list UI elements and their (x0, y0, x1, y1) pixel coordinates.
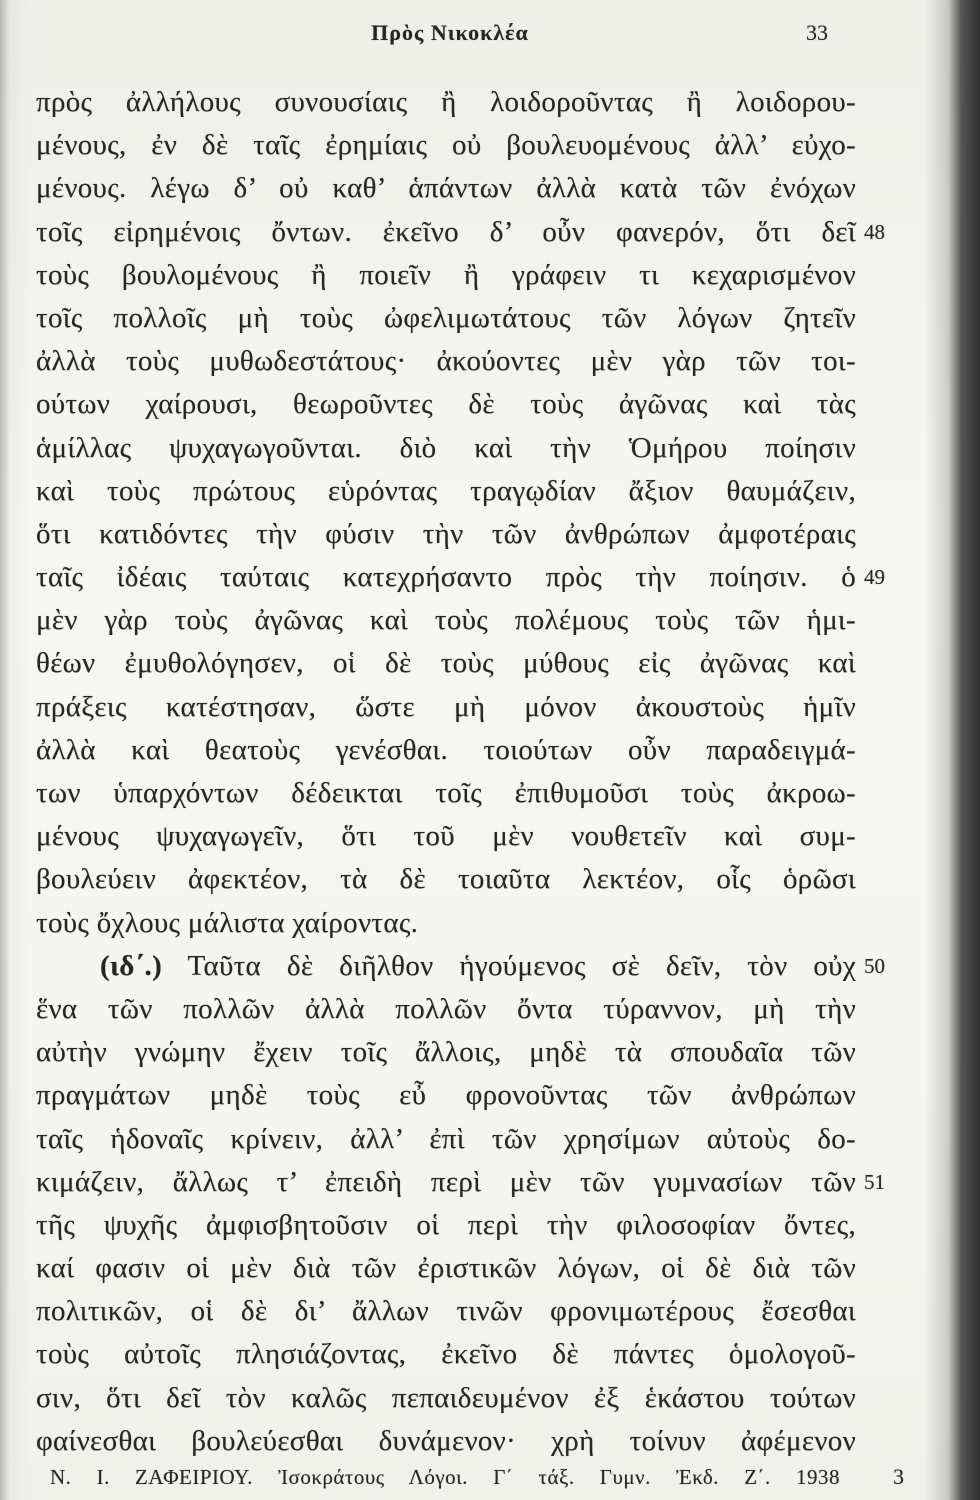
line-text: ἀλλὰ καὶ θεατοὺς γενέσθαι. τοιούτων οὖν παραδειγμά- (36, 733, 856, 766)
line-text: μένους ψυχαγωγεῖν, ὅτι τοῦ μὲν νουθετεῖν καὶ συμ- (36, 820, 856, 853)
line-text: αὐτὴν γνώμην ἔχειν τοῖς ἄλλοις, μηδὲ τὰ σπουδαῖα τῶν (36, 1036, 856, 1069)
body-text (36, 81, 885, 1463)
text-line (36, 1074, 856, 1117)
section-number: 50 (864, 953, 885, 978)
footer-imprint: Ν. Ι. ΖΑΦΕΙΡΙΟΥ. Ἰσοκράτους Λόγοι. Γ΄ τάξ. Γυμν. Ἐκδ. Ζ΄. 1938 (50, 1465, 840, 1489)
paragraph-first-line (36, 945, 885, 988)
text-line (36, 815, 856, 858)
line-text: θέων ἐμυθολόγησεν, οἱ δὲ τοὺς μύθους εἰς ἀγῶνας καὶ (36, 647, 856, 680)
text-line (36, 772, 856, 815)
line-text: ἕνα τῶν πολλῶν ἀλλὰ πολλῶν ὄντα τύραννον, μὴ τὴν (36, 992, 856, 1025)
line-text: φαίνεσθαι βουλεύεσθαι δυνάμενον· χρὴ τοίνυν ἀφέμενον (36, 1424, 856, 1457)
section-number: 48 (864, 219, 885, 244)
line-text: σιν, ὅτι δεῖ τὸν καλῶς πεπαιδευμένον ἐξ ἑκάστου τούτων (36, 1381, 856, 1414)
line-text: ούτων χαίρουσι, θεωροῦντες δὲ τοὺς ἀγῶνας καὶ τὰς (36, 388, 856, 421)
text-line (36, 81, 856, 124)
text-line (36, 297, 856, 340)
line-text: πράξεις κατέστησαν, ὥστε μὴ μόνον ἀκουστοὺς ἡμῖν (36, 690, 856, 723)
line-text: τῆς ψυχῆς ἀμφισβητοῦσιν οἱ περὶ τὴν φιλοσοφίαν ὄντες, (36, 1208, 856, 1241)
line-text: μένους. λέγω δ’ οὐ καθ’ ἁπάντων ἀλλὰ κατὰ τῶν ἐνόχων (36, 172, 856, 205)
line-text: τοὺς αὐτοῖς πλησιάζοντας, ἐκεῖνο δὲ πάντες ὁμολογοῦ- (36, 1338, 856, 1371)
text-line (36, 383, 856, 426)
section-number: 49 (864, 565, 885, 590)
line-text: πρὸς ἀλλήλους συνουσίαις ἢ λοιδοροῦντας ἢ λοιδορου- (36, 86, 856, 118)
text-line (36, 1333, 856, 1376)
page-number: 33 (806, 20, 828, 45)
line-text: των ὑπαρχόντων δέδεικται τοῖς ἐπιθυμοῦσι τοὺς ἀκροω- (36, 777, 856, 809)
line-text: τοὺς ὄχλους μάλιστα χαίροντας. (36, 906, 419, 939)
text-line (36, 858, 856, 901)
text-line (36, 211, 885, 254)
text-line (36, 1161, 885, 1204)
text-line (36, 556, 885, 599)
text-line (36, 427, 856, 470)
text-line (36, 1118, 856, 1161)
line-text: τοῖς εἰρημένοις ὄντων. ἐκεῖνο δ’ οὖν φανερόν, ὅτι δεῖ (36, 215, 856, 248)
paragraph-last-line (36, 902, 856, 945)
text-line (36, 1031, 856, 1074)
line-text: μὲν γὰρ τοὺς ἀγῶνας καὶ τοὺς πολέμους τοὺς τῶν ἡμι- (36, 604, 856, 637)
text-line (36, 1247, 856, 1290)
text-line (36, 254, 856, 297)
text-line (36, 1290, 856, 1333)
line-text: πραγμάτων μηδὲ τοὺς εὖ φρονοῦντας τῶν ἀνθρώπων (36, 1079, 856, 1112)
line-text: πολιτικῶν, οἱ δὲ δι’ ἄλλων τινῶν φρονιμωτέρους ἔσεσθαι (36, 1295, 856, 1328)
text-line (36, 1204, 856, 1247)
text-line (36, 1377, 856, 1420)
chapter-marker: (ιδ΄.) (100, 949, 163, 982)
line-text: ταῖς ἰδέαις ταύταις κατεχρήσαντο πρὸς τὴν ποίησιν. ὁ (36, 561, 856, 594)
section-number: 51 (864, 1169, 885, 1194)
text-line (36, 340, 856, 383)
line-text: τοῖς πολλοῖς μὴ τοὺς ὠφελιμωτάτους τῶν λόγων ζητεῖν (36, 301, 856, 334)
line-text: κιμάζειν, ἄλλως τ’ ἐπειδὴ περὶ μὲν τῶν γυμνασίων τῶν (36, 1165, 856, 1198)
line-text: ὅτι κατιδόντες τὴν φύσιν τὴν τῶν ἀνθρώπων ἀμφοτέραις (36, 517, 856, 550)
text-line (36, 470, 856, 513)
line-text: Ταῦτα δὲ διῆλθον ἡγούμενος σὲ δεῖν, τὸν οὐχ (187, 949, 857, 982)
text-line (36, 513, 856, 556)
line-text: καί φασιν οἱ μὲν διὰ τῶν ἐριστικῶν λόγων, οἱ δὲ διὰ τῶν (36, 1252, 856, 1285)
text-line (36, 642, 856, 685)
line-text: ἁμίλλας ψυχαγωγοῦνται. διὸ καὶ τὴν Ὁμήρου ποίησιν (36, 431, 856, 464)
running-head-title: Πρὸς Νικοκλέα (371, 20, 529, 45)
text-line (36, 1420, 856, 1463)
line-text: ταῖς ἡδοναῖς κρίνειν, ἀλλ’ ἐπὶ τῶν χρησίμων αὐτοὺς δο- (36, 1122, 856, 1155)
text-line (36, 124, 856, 167)
line-text: βουλεύειν ἀφεκτέον, τὰ δὲ τοιαῦτα λεκτέον, οἷς ὁρῶσι (36, 863, 856, 896)
line-text: τοὺς βουλομένους ἢ ποιεῖν ἢ γράφειν τι κεχαρισμένον (36, 258, 856, 291)
line-text: μένους, ἐν δὲ ταῖς ἐρημίαις οὐ βουλευομένους ἀλλ’ εὐχο- (36, 129, 856, 162)
line-text: ἀλλὰ τοὺς μυθωδεστάτους· ἀκούοντες μὲν γὰρ τῶν τοι- (36, 345, 856, 378)
text-line (36, 686, 856, 729)
text-line (36, 599, 856, 642)
text-line (36, 729, 856, 772)
text-line (36, 167, 856, 210)
text-line (36, 988, 856, 1031)
signature-mark: 3 (893, 1464, 904, 1489)
line-text: καὶ τοὺς πρώτους εὑρόντας τραγῳδίαν ἄξιον θαυμάζειν, (36, 474, 856, 507)
